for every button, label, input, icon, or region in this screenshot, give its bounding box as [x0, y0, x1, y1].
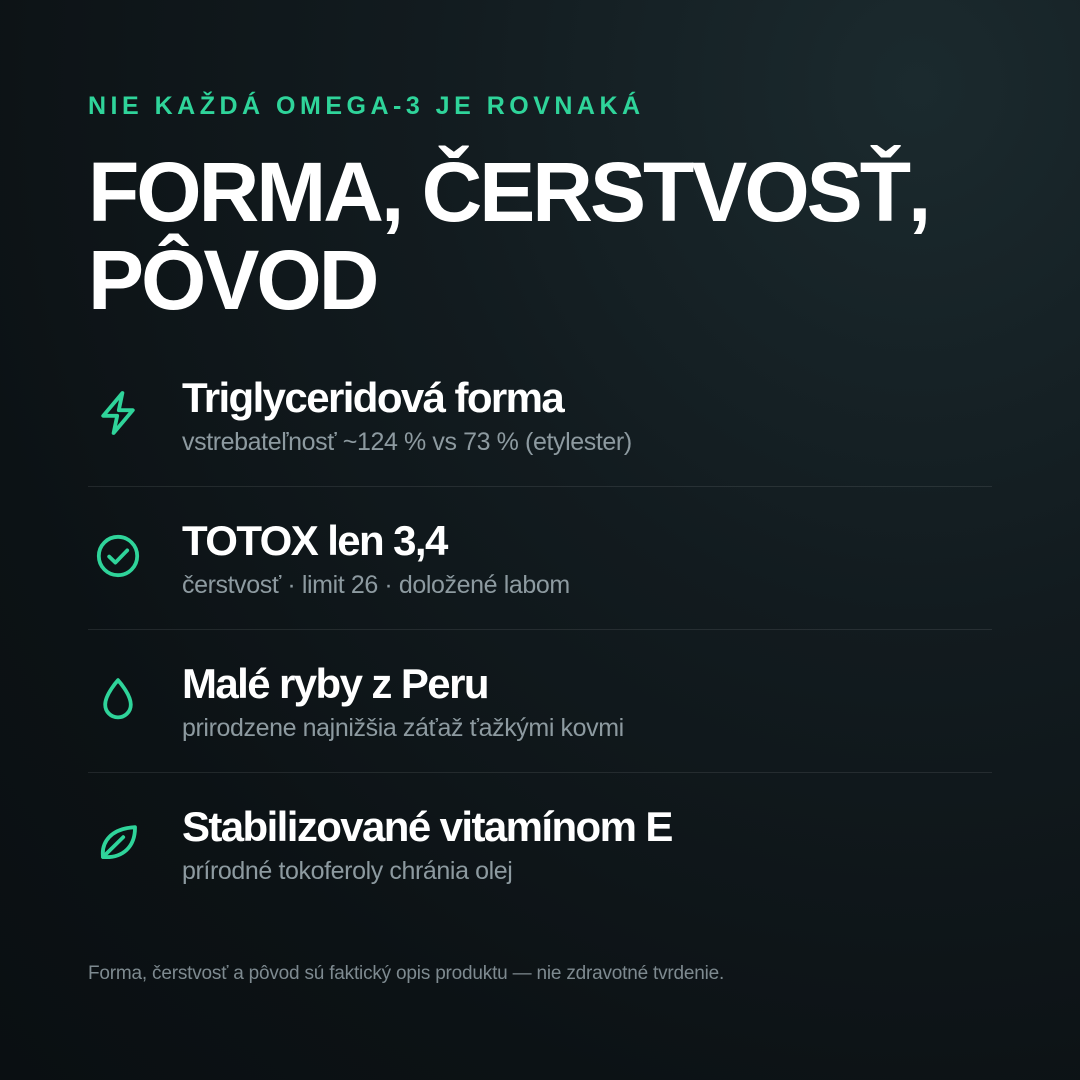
feature-subtitle: prirodzene najnižšia záťaž ťažkými kovmi — [182, 714, 624, 742]
feature-subtitle: čerstvosť · limit 26 · doložené labom — [182, 571, 570, 599]
page-title — [88, 145, 929, 327]
feature-item-origin — [88, 630, 992, 773]
content — [88, 0, 992, 1080]
feature-title: Stabilizované vitamínom E — [182, 803, 672, 850]
eyebrow: NIE KAŽDÁ OMEGA-3 JE ROVNAKÁ — [88, 92, 645, 120]
feature-title: Triglyceridová forma — [182, 374, 564, 421]
lightning-icon — [94, 389, 142, 437]
feature-item-triglyceride — [88, 344, 992, 487]
title-line-1: FORMA, ČERSTVOSŤ, — [88, 145, 929, 239]
feature-title: Malé ryby z Peru — [182, 660, 488, 707]
check-circle-icon — [94, 532, 142, 580]
feature-item-vitamin-e — [88, 773, 992, 915]
feature-subtitle: prírodné tokoferoly chránia olej — [182, 857, 513, 885]
leaf-icon — [94, 818, 142, 866]
title-line-2: PÔVOD — [88, 233, 377, 327]
droplet-icon — [94, 675, 142, 723]
feature-list — [88, 344, 992, 915]
feature-subtitle: vstrebateľnosť ~124 % vs 73 % (etylester) — [182, 428, 632, 456]
feature-title: TOTOX len 3,4 — [182, 517, 447, 564]
disclaimer-footnote: Forma, čerstvosť a pôvod sú faktický opis produktu — nie zdravotné tvrdenie. — [88, 963, 725, 984]
feature-item-totox — [88, 487, 992, 630]
